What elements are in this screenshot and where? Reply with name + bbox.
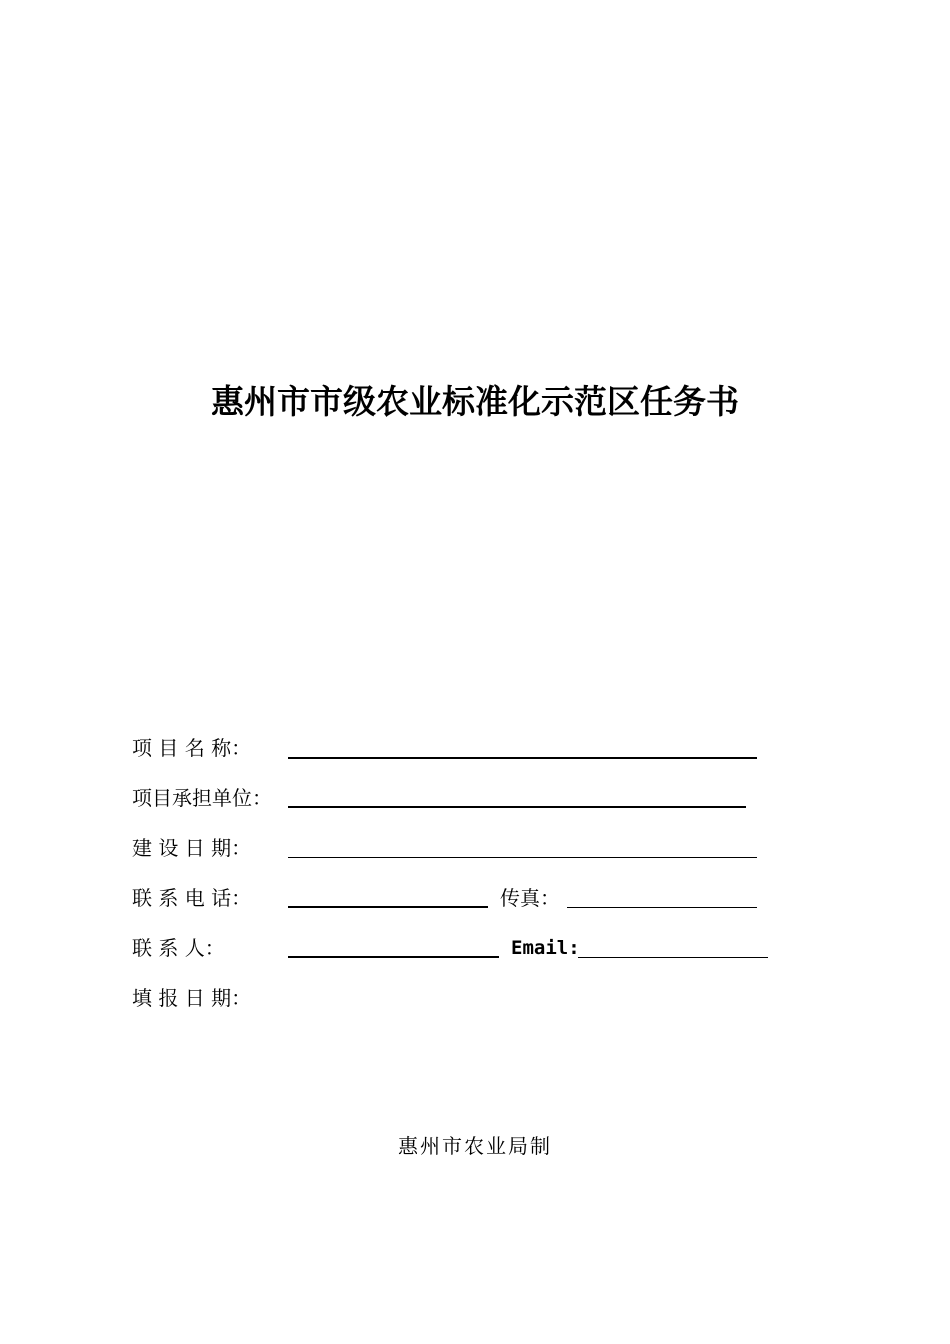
fax-label: 传真： (500, 886, 560, 910)
project-name-label: 项 目 名 称： (132, 736, 252, 760)
fax-field[interactable] (567, 907, 757, 908)
phone-label: 联 系 电 话： (132, 886, 252, 910)
contact-person-label: 联 系 人： (132, 936, 225, 960)
email-label: Email: (511, 937, 580, 959)
undertaking-unit-label: 项目承担单位： (132, 786, 272, 810)
issuer-footer: 惠州市农业局制 (398, 1134, 552, 1158)
phone-field[interactable] (288, 906, 488, 908)
construction-date-label: 建 设 日 期： (132, 836, 252, 860)
fill-date-label: 填 报 日 期： (132, 986, 252, 1010)
email-field[interactable] (578, 957, 768, 958)
construction-date-field[interactable] (288, 857, 757, 858)
project-name-field[interactable] (288, 757, 757, 759)
undertaking-unit-field[interactable] (288, 806, 746, 808)
document-title: 惠州市市级农业标准化示范区任务书 (211, 382, 739, 421)
contact-person-field[interactable] (288, 956, 499, 958)
